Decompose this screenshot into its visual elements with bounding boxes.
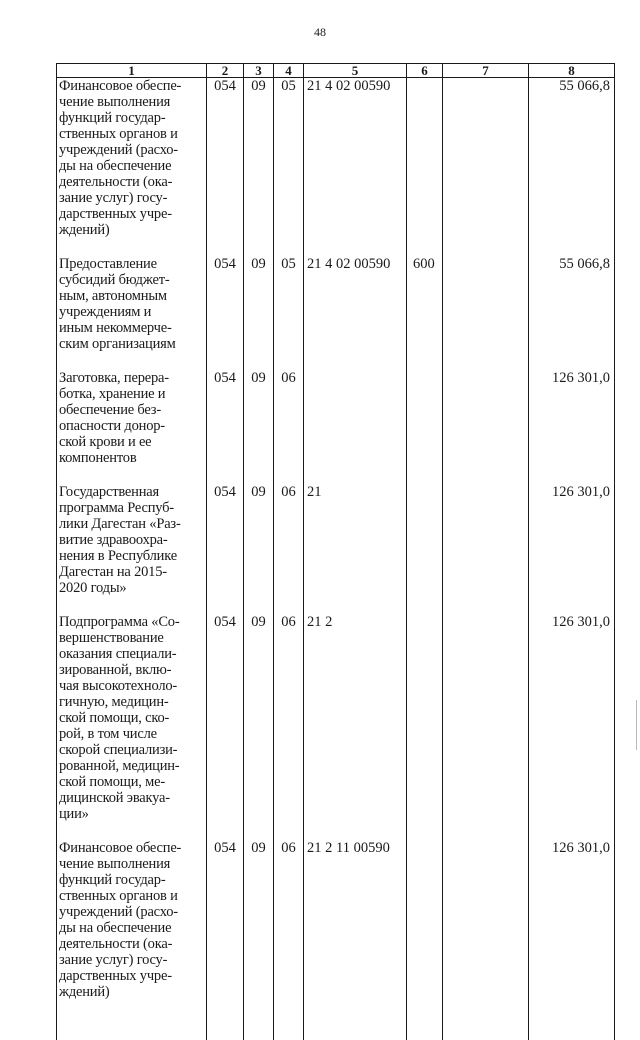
column-header: 7: [443, 64, 529, 78]
scan-edge-mark: [636, 700, 637, 750]
row-spacer: [57, 466, 615, 484]
spacer-cell: [529, 596, 615, 614]
expenditure-name-line: функций государ-: [59, 872, 166, 888]
expenditure-name-line: ды на обеспечение: [59, 158, 172, 174]
expenditure-name-cell: [57, 256, 207, 352]
budget-table: [56, 63, 615, 1040]
spacer-cell: [304, 238, 407, 256]
cell-c4: 06: [274, 370, 304, 466]
cell-c8: 126 301,0: [529, 614, 615, 822]
spacer-cell: [244, 1000, 274, 1040]
spacer-cell: [304, 596, 407, 614]
cell-c3: 09: [244, 256, 274, 352]
expenditure-name-line: нения в Республике: [59, 548, 177, 564]
spacer-cell: [443, 466, 529, 484]
expenditure-name-line: ским организациям: [59, 336, 176, 352]
expenditure-name-line: иным некоммерче-: [59, 320, 172, 336]
cell-c6: [407, 614, 443, 822]
expenditure-name-line: Финансовое обеспе-: [59, 78, 182, 94]
spacer-cell: [407, 822, 443, 840]
spacer-cell: [443, 596, 529, 614]
cell-c7: [443, 256, 529, 352]
column-header: 1: [57, 64, 207, 78]
expenditure-name-line: рованной, медицин-: [59, 758, 180, 774]
expenditure-name-line: Заготовка, перера-: [59, 370, 169, 386]
expenditure-name-line: Предоставление: [59, 256, 157, 272]
expenditure-name-line: чение выполнения: [59, 94, 171, 110]
cell-c2: 054: [207, 840, 244, 1000]
expenditure-name-line: витие здравоохра-: [59, 532, 168, 548]
spacer-cell: [274, 596, 304, 614]
cell-c7: [443, 614, 529, 822]
spacer-cell: [57, 596, 207, 614]
cell-c2: 054: [207, 78, 244, 239]
spacer-cell: [304, 352, 407, 370]
column-header: 4: [274, 64, 304, 78]
spacer-cell: [207, 822, 244, 840]
spacer-cell: [304, 1000, 407, 1040]
cell-c5: 21 4 02 00590: [304, 256, 407, 352]
expenditure-name-line: оказания специали-: [59, 646, 177, 662]
expenditure-name-line: субсидий бюджет-: [59, 272, 170, 288]
spacer-cell: [57, 822, 207, 840]
cell-c6: [407, 370, 443, 466]
cell-c4: 06: [274, 484, 304, 596]
spacer-cell: [244, 596, 274, 614]
column-header: 5: [304, 64, 407, 78]
expenditure-name-line: ждений): [59, 984, 110, 1000]
spacer-cell: [207, 238, 244, 256]
cell-c4: 05: [274, 78, 304, 239]
expenditure-name-line: лики Дагестан «Раз-: [59, 516, 181, 532]
cell-c3: 09: [244, 78, 274, 239]
table-row: [57, 370, 615, 466]
expenditure-name-line: дарственных учре-: [59, 968, 172, 984]
spacer-cell: [304, 466, 407, 484]
spacer-cell: [443, 822, 529, 840]
table-row: [57, 614, 615, 822]
spacer-cell: [207, 596, 244, 614]
spacer-cell: [529, 238, 615, 256]
column-header: 8: [529, 64, 615, 78]
expenditure-name-cell: [57, 484, 207, 596]
expenditure-name-line: Государственная: [59, 484, 159, 500]
expenditure-name-line: дицинской эвакуа-: [59, 790, 170, 806]
table-row: [57, 840, 615, 1000]
cell-c7: [443, 484, 529, 596]
expenditure-name-cell: [57, 370, 207, 466]
row-spacer: [57, 1000, 615, 1040]
cell-c2: 054: [207, 614, 244, 822]
expenditure-name-line: зание услуг) госу-: [59, 952, 168, 968]
expenditure-name-line: 2020 годы»: [59, 580, 127, 596]
expenditure-name-cell: [57, 78, 207, 239]
cell-c4: 05: [274, 256, 304, 352]
expenditure-name-line: деятельности (ока-: [59, 174, 173, 190]
spacer-cell: [207, 1000, 244, 1040]
cell-c8: 126 301,0: [529, 370, 615, 466]
table-row: [57, 484, 615, 596]
expenditure-name-line: ным, автономным: [59, 288, 167, 304]
spacer-cell: [57, 352, 207, 370]
expenditure-name-line: Финансовое обеспе-: [59, 840, 182, 856]
cell-c7: [443, 840, 529, 1000]
cell-c3: 09: [244, 484, 274, 596]
spacer-cell: [443, 352, 529, 370]
expenditure-name-line: опасности донор-: [59, 418, 165, 434]
expenditure-name-line: рой, в том числе: [59, 726, 157, 742]
spacer-cell: [443, 238, 529, 256]
expenditure-name-line: скорой специализи-: [59, 742, 178, 758]
column-header: 3: [244, 64, 274, 78]
cell-c6: [407, 484, 443, 596]
expenditure-name-line: функций государ-: [59, 110, 166, 126]
spacer-cell: [443, 1000, 529, 1040]
spacer-cell: [274, 352, 304, 370]
expenditure-name-line: Дагестан на 2015-: [59, 564, 167, 580]
spacer-cell: [529, 352, 615, 370]
expenditure-name-line: программа Респуб-: [59, 500, 174, 516]
expenditure-name-line: ботка, хранение и: [59, 386, 166, 402]
spacer-cell: [407, 466, 443, 484]
row-spacer: [57, 352, 615, 370]
table-row: [57, 256, 615, 352]
spacer-cell: [57, 238, 207, 256]
spacer-cell: [274, 238, 304, 256]
expenditure-name-line: ды на обеспечение: [59, 920, 172, 936]
spacer-cell: [274, 466, 304, 484]
spacer-cell: [244, 822, 274, 840]
column-header: 6: [407, 64, 443, 78]
cell-c6: 600: [407, 256, 443, 352]
table-row: [57, 78, 615, 239]
expenditure-name-line: ждений): [59, 222, 110, 238]
spacer-cell: [529, 822, 615, 840]
cell-c8: 126 301,0: [529, 484, 615, 596]
cell-c4: 06: [274, 840, 304, 1000]
cell-c5: 21 2: [304, 614, 407, 822]
expenditure-name-line: ской помощи, ме-: [59, 774, 165, 790]
expenditure-name-line: Подпрограмма «Со-: [59, 614, 180, 630]
expenditure-name-line: ской крови и ее: [59, 434, 152, 450]
expenditure-name-line: вершенствование: [59, 630, 164, 646]
expenditure-name-line: ственных органов и: [59, 126, 178, 142]
cell-c3: 09: [244, 840, 274, 1000]
column-header: 2: [207, 64, 244, 78]
expenditure-name-line: дарственных учре-: [59, 206, 172, 222]
cell-c3: 09: [244, 614, 274, 822]
cell-c8: 55 066,8: [529, 78, 615, 239]
cell-c4: 06: [274, 614, 304, 822]
cell-c6: [407, 78, 443, 239]
spacer-cell: [244, 238, 274, 256]
expenditure-name-line: учреждениям и: [59, 304, 152, 320]
spacer-cell: [529, 466, 615, 484]
expenditure-name-line: чение выполнения: [59, 856, 171, 872]
expenditure-name-line: гичную, медицин-: [59, 694, 169, 710]
cell-c5: 21: [304, 484, 407, 596]
header-row: [57, 64, 615, 78]
cell-c7: [443, 78, 529, 239]
cell-c8: 126 301,0: [529, 840, 615, 1000]
expenditure-name-cell: [57, 840, 207, 1000]
expenditure-name-line: учреждений (расхо-: [59, 904, 178, 920]
spacer-cell: [57, 466, 207, 484]
spacer-cell: [407, 1000, 443, 1040]
page-number: 48: [314, 25, 326, 39]
cell-c2: 054: [207, 484, 244, 596]
cell-c3: 09: [244, 370, 274, 466]
expenditure-name-line: обеспечение без-: [59, 402, 161, 418]
cell-c8: 55 066,8: [529, 256, 615, 352]
cell-c2: 054: [207, 370, 244, 466]
expenditure-name-line: деятельности (ока-: [59, 936, 173, 952]
row-spacer: [57, 238, 615, 256]
expenditure-name-line: ской помощи, ско-: [59, 710, 170, 726]
cell-c5: 21 4 02 00590: [304, 78, 407, 239]
spacer-cell: [207, 352, 244, 370]
cell-c6: [407, 840, 443, 1000]
spacer-cell: [407, 238, 443, 256]
expenditure-name-line: учреждений (расхо-: [59, 142, 178, 158]
cell-c2: 054: [207, 256, 244, 352]
row-spacer: [57, 822, 615, 840]
row-spacer: [57, 596, 615, 614]
expenditure-name-line: зание услуг) госу-: [59, 190, 168, 206]
expenditure-name-line: ции»: [59, 806, 89, 822]
expenditure-name-line: ственных органов и: [59, 888, 178, 904]
spacer-cell: [274, 822, 304, 840]
cell-c7: [443, 370, 529, 466]
expenditure-name-line: компонентов: [59, 450, 137, 466]
spacer-cell: [274, 1000, 304, 1040]
spacer-cell: [57, 1000, 207, 1040]
expenditure-name-line: чая высокотехноло-: [59, 678, 178, 694]
spacer-cell: [244, 466, 274, 484]
expenditure-name-line: зированной, вклю-: [59, 662, 172, 678]
spacer-cell: [407, 352, 443, 370]
spacer-cell: [207, 466, 244, 484]
cell-c5: [304, 370, 407, 466]
expenditure-name-cell: [57, 614, 207, 822]
spacer-cell: [407, 596, 443, 614]
spacer-cell: [244, 352, 274, 370]
cell-c5: 21 2 11 00590: [304, 840, 407, 1000]
spacer-cell: [304, 822, 407, 840]
spacer-cell: [529, 1000, 615, 1040]
